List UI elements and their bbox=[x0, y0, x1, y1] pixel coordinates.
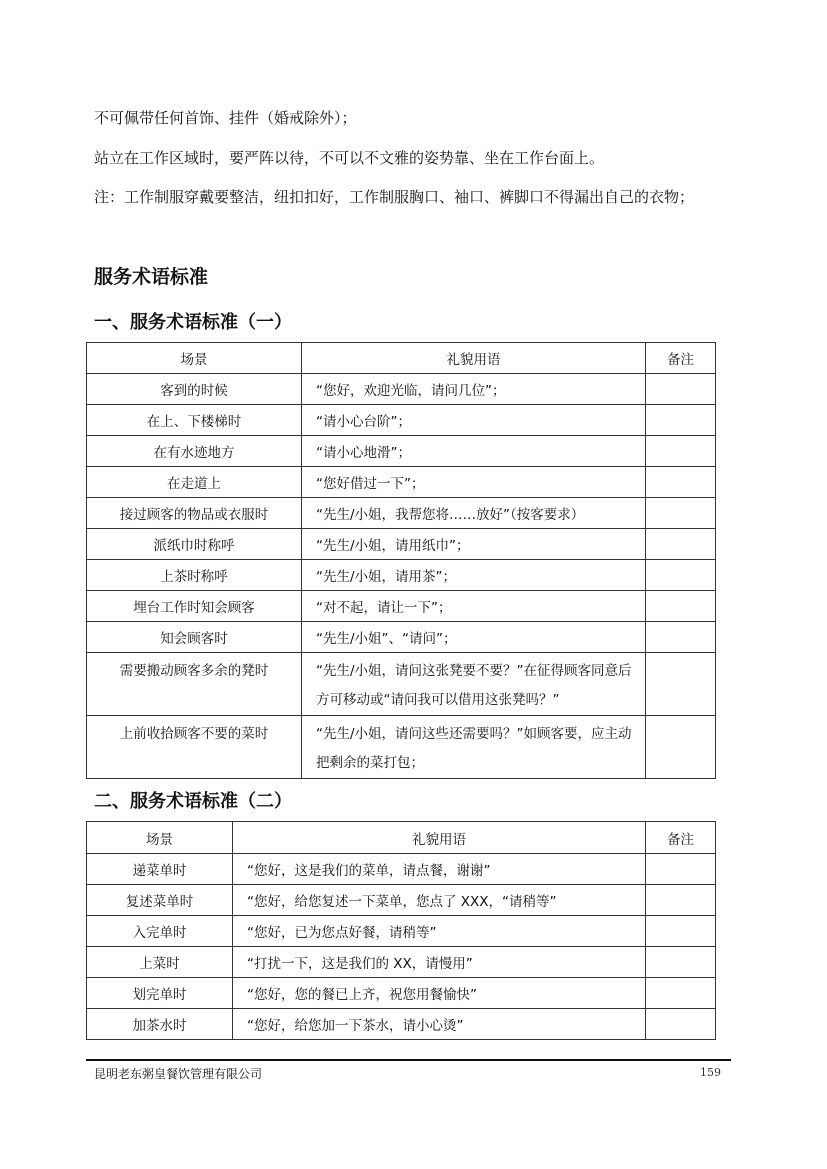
table-row bbox=[87, 947, 716, 978]
scene-cell: 在走道上 bbox=[87, 467, 302, 498]
scene-cell: 划完单时 bbox=[87, 978, 233, 1009]
phrase-cell: “先生/小姐”、“请问”； bbox=[302, 622, 646, 653]
page-number: 159 bbox=[700, 1066, 721, 1079]
table-header-row bbox=[87, 822, 716, 854]
header-note: 备注 bbox=[646, 822, 716, 854]
intro-paragraph-1: 不可佩带任何首饰、挂件（婚戒除外）； bbox=[94, 109, 357, 127]
service-phrases-table-2 bbox=[86, 821, 716, 1040]
note-cell bbox=[646, 436, 716, 467]
table-row bbox=[87, 374, 716, 405]
phrase-cell: “请小心地滑”； bbox=[302, 436, 646, 467]
table-row bbox=[87, 622, 716, 653]
note-cell bbox=[646, 591, 716, 622]
header-phrase: 礼貌用语 bbox=[302, 343, 646, 374]
header-scene: 场景 bbox=[87, 343, 302, 374]
table-row bbox=[87, 978, 716, 1009]
note-cell bbox=[646, 560, 716, 591]
phrase-cell: “您好，给您复述一下菜单，您点了 XXX，“请稍等” bbox=[233, 885, 646, 916]
scene-cell: 上茶时称呼 bbox=[87, 560, 302, 591]
note-cell bbox=[646, 885, 716, 916]
note-cell bbox=[646, 716, 716, 779]
phrase-cell: “您好，已为您点好餐，请稍等” bbox=[233, 916, 646, 947]
phrase-cell: “您好，欢迎光临，请问几位”； bbox=[302, 374, 646, 405]
note-cell bbox=[646, 622, 716, 653]
phrase-cell: “打扰一下，这是我们的 XX，请慢用” bbox=[233, 947, 646, 978]
table-row bbox=[87, 560, 716, 591]
scene-cell: 客到的时候 bbox=[87, 374, 302, 405]
scene-cell: 复述菜单时 bbox=[87, 885, 233, 916]
table-row bbox=[87, 916, 716, 947]
scene-cell: 上菜时 bbox=[87, 947, 233, 978]
table-row bbox=[87, 716, 716, 779]
header-note: 备注 bbox=[646, 343, 716, 374]
table-row bbox=[87, 1009, 716, 1040]
note-cell bbox=[646, 653, 716, 716]
scene-cell: 上前收拾顾客不要的菜时 bbox=[87, 716, 302, 779]
scene-cell: 加茶水时 bbox=[87, 1009, 233, 1040]
header-scene: 场景 bbox=[87, 822, 233, 854]
note-cell bbox=[646, 947, 716, 978]
table-row bbox=[87, 467, 716, 498]
header-phrase: 礼貌用语 bbox=[233, 822, 646, 854]
footer-company-name: 昆明老东粥皇餐饮管理有限公司 bbox=[94, 1067, 263, 1081]
note-cell bbox=[646, 374, 716, 405]
table-row bbox=[87, 854, 716, 885]
table1-title: 一、服务术语标准（一） bbox=[94, 312, 292, 333]
table-row bbox=[87, 591, 716, 622]
section-title: 服务术语标准 bbox=[94, 266, 209, 288]
table-row bbox=[87, 885, 716, 916]
scene-cell: 埋台工作时知会顾客 bbox=[87, 591, 302, 622]
phrase-cell: “先生/小姐，请用茶”； bbox=[302, 560, 646, 591]
scene-cell: 递菜单时 bbox=[87, 854, 233, 885]
note-cell bbox=[646, 1009, 716, 1040]
note-cell bbox=[646, 978, 716, 1009]
note-cell bbox=[646, 916, 716, 947]
phrase-cell: “您好，这是我们的菜单，请点餐，谢谢” bbox=[233, 854, 646, 885]
footer-divider bbox=[86, 1059, 731, 1061]
phrase-cell: “对不起，请让一下”； bbox=[302, 591, 646, 622]
intro-paragraph-3: 注：工作制服穿戴要整洁，纽扣扣好，工作制服胸口、袖口、裤脚口不得漏出自己的衣物； bbox=[94, 188, 695, 206]
table-row bbox=[87, 498, 716, 529]
service-phrases-table-1 bbox=[86, 342, 716, 779]
phrase-cell: “请小心台阶”； bbox=[302, 405, 646, 436]
phrase-cell: “您好，给您加一下茶水，请小心烫” bbox=[233, 1009, 646, 1040]
note-cell bbox=[646, 854, 716, 885]
note-cell bbox=[646, 529, 716, 560]
phrase-cell: “先生/小姐，我帮您将……放好”（按客要求） bbox=[302, 498, 646, 529]
scene-cell: 在有水迹地方 bbox=[87, 436, 302, 467]
scene-cell: 派纸巾时称呼 bbox=[87, 529, 302, 560]
table-header-row bbox=[87, 343, 716, 374]
scene-cell: 在上、下楼梯时 bbox=[87, 405, 302, 436]
table-row bbox=[87, 405, 716, 436]
phrase-cell: “您好，您的餐已上齐，祝您用餐愉快” bbox=[233, 978, 646, 1009]
scene-cell: 接过顾客的物品或衣服时 bbox=[87, 498, 302, 529]
phrase-cell: “先生/小姐，请问这些还需要吗？”如顾客要，应主动把剩余的菜打包； bbox=[302, 716, 646, 779]
table-row bbox=[87, 529, 716, 560]
note-cell bbox=[646, 467, 716, 498]
note-cell bbox=[646, 498, 716, 529]
table-row bbox=[87, 653, 716, 716]
intro-paragraph-2: 站立在工作区域时，要严阵以待，不可以不文雅的姿势靠、坐在工作台面上。 bbox=[94, 149, 605, 167]
scene-cell: 需要搬动顾客多余的凳时 bbox=[87, 653, 302, 716]
note-cell bbox=[646, 405, 716, 436]
table2-title: 二、服务术语标准（二） bbox=[94, 791, 292, 812]
scene-cell: 知会顾客时 bbox=[87, 622, 302, 653]
table-row bbox=[87, 436, 716, 467]
phrase-cell: “先生/小姐，请问这张凳要不要？”在征得顾客同意后方可移动或“请问我可以借用这张凳吗？” bbox=[302, 653, 646, 716]
phrase-cell: “您好借过一下”； bbox=[302, 467, 646, 498]
scene-cell: 入完单时 bbox=[87, 916, 233, 947]
phrase-cell: “先生/小姐，请用纸巾”； bbox=[302, 529, 646, 560]
